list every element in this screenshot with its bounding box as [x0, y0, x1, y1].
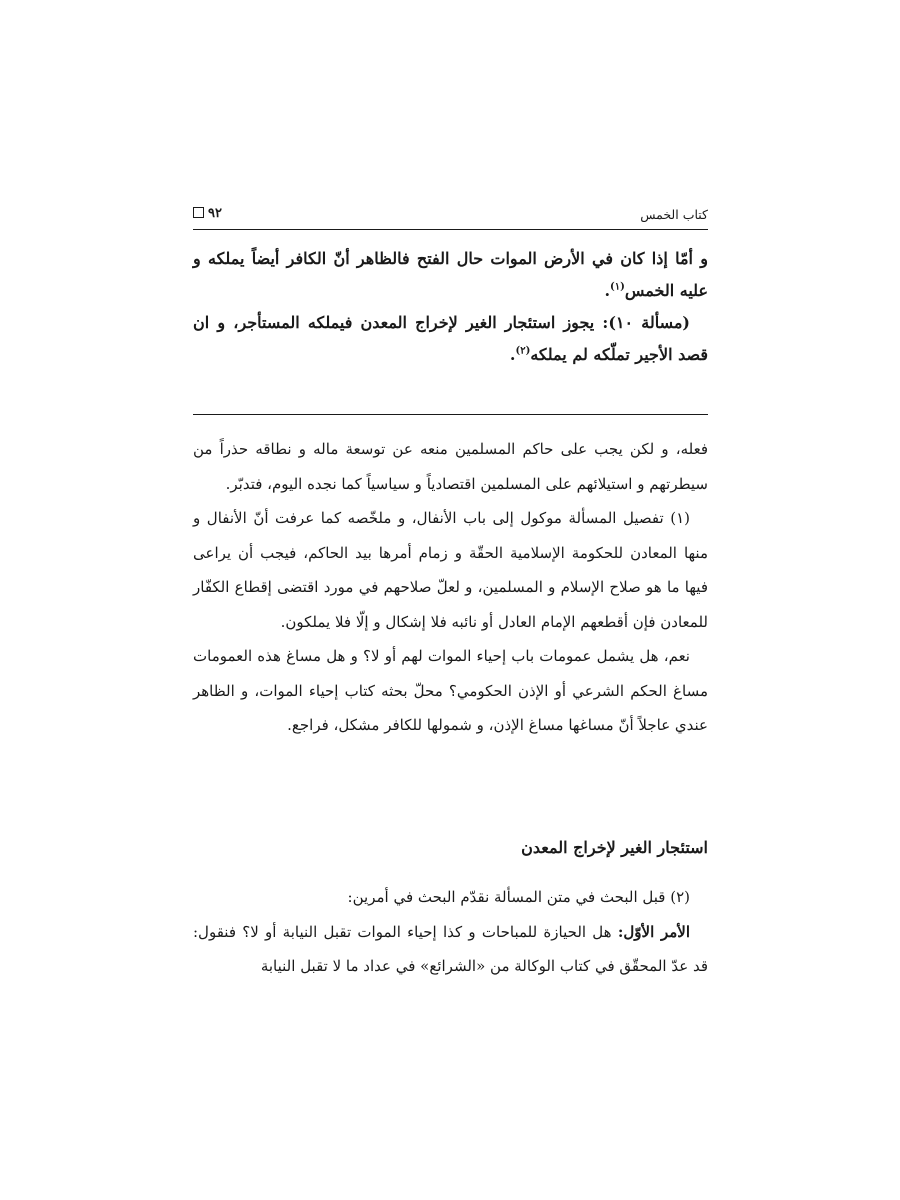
page-header	[193, 203, 708, 225]
page-number	[193, 206, 222, 221]
first-matter-label: الأمر الأوّل:	[617, 922, 690, 941]
first-matter-text: هل الحيازة للمباحات و كذا إحياء الموات تقبل النيابة أو لا؟ فنقول: قد عدّ المحقّق في كتاب الوكالة من «الشرائع» في عداد ما لا تقبل النيابة	[193, 922, 708, 975]
footnote-2	[193, 880, 708, 984]
footnote-continuation: فعله، و لكن يجب على حاكم المسلمين منعه عن توسعة ماله و نطاقه حذراً من سيطرتهم و استيلائهم على المسلمين اقتصادياً و سياسياً كما نجده اليوم، فتدبّر.	[193, 440, 708, 493]
footnote-2-intro: (٢) قبل البحث في متن المسألة نقدّم البحث في أمرين:	[347, 888, 690, 906]
footnote-1-paragraph: (١) تفصيل المسألة موكول إلى باب الأنفال، و ملخّصه كما عرفت أنّ الأنفال و منها المعادن للحكومة الإسلامية الحقّة و زمام أمرها بيد الحاكم، فيجب أن يراعى فيها ما هو صلاح الإسلام و المسلمين، و لعلّ صلاحهم في مورد اقتضى إقطاع الكفّار للمعادن فإن أقطعهم الإمام العادل أو نائبه فلا إشكال و إلّا فلا يملكون.	[193, 509, 708, 631]
square-icon	[193, 207, 204, 218]
section-heading: استئجار الغير لإخراج المعدن	[521, 838, 708, 857]
punctuation: .	[509, 345, 516, 364]
header-divider	[193, 229, 708, 230]
issue-paragraph	[193, 307, 708, 371]
footnotes	[193, 432, 708, 743]
main-paragraph	[193, 243, 708, 307]
footnote-ref: (١)	[610, 281, 625, 293]
book-page	[193, 0, 708, 1200]
footnote-divider	[193, 414, 708, 415]
main-paragraph-text: و أمّا إذا كان في الأرض الموات حال الفتح فالظاهر أنّ الكافر أيضاً يملكه و عليه الخمس	[193, 249, 708, 300]
footnote-2-paragraph	[193, 915, 708, 984]
main-text	[193, 243, 708, 371]
punctuation: .	[604, 281, 611, 300]
footnote-1-paragraph: نعم، هل يشمل عمومات باب إحياء الموات لهم أو لا؟ و هل مساغ هذه العمومات مساغ الحكم الشرعي أو الإذن الحكومي؟ محلّ بحثه كتاب إحياء الموات، و الظاهر عندي عاجلاً أنّ مساغها مساغ الإذن، و شمولها للكافر مشكل، فراجع.	[193, 647, 708, 734]
footnote-ref: (٢)	[515, 345, 531, 357]
running-title: كتاب الخمس	[640, 207, 708, 222]
page-number-value: ٩٢	[208, 206, 222, 221]
issue-text: (مسألة ١٠): يجوز استئجار الغير لإخراج المعدن فيملكه المستأجر، و ان قصد الأجير تملّكه لم يملكه	[193, 313, 708, 364]
